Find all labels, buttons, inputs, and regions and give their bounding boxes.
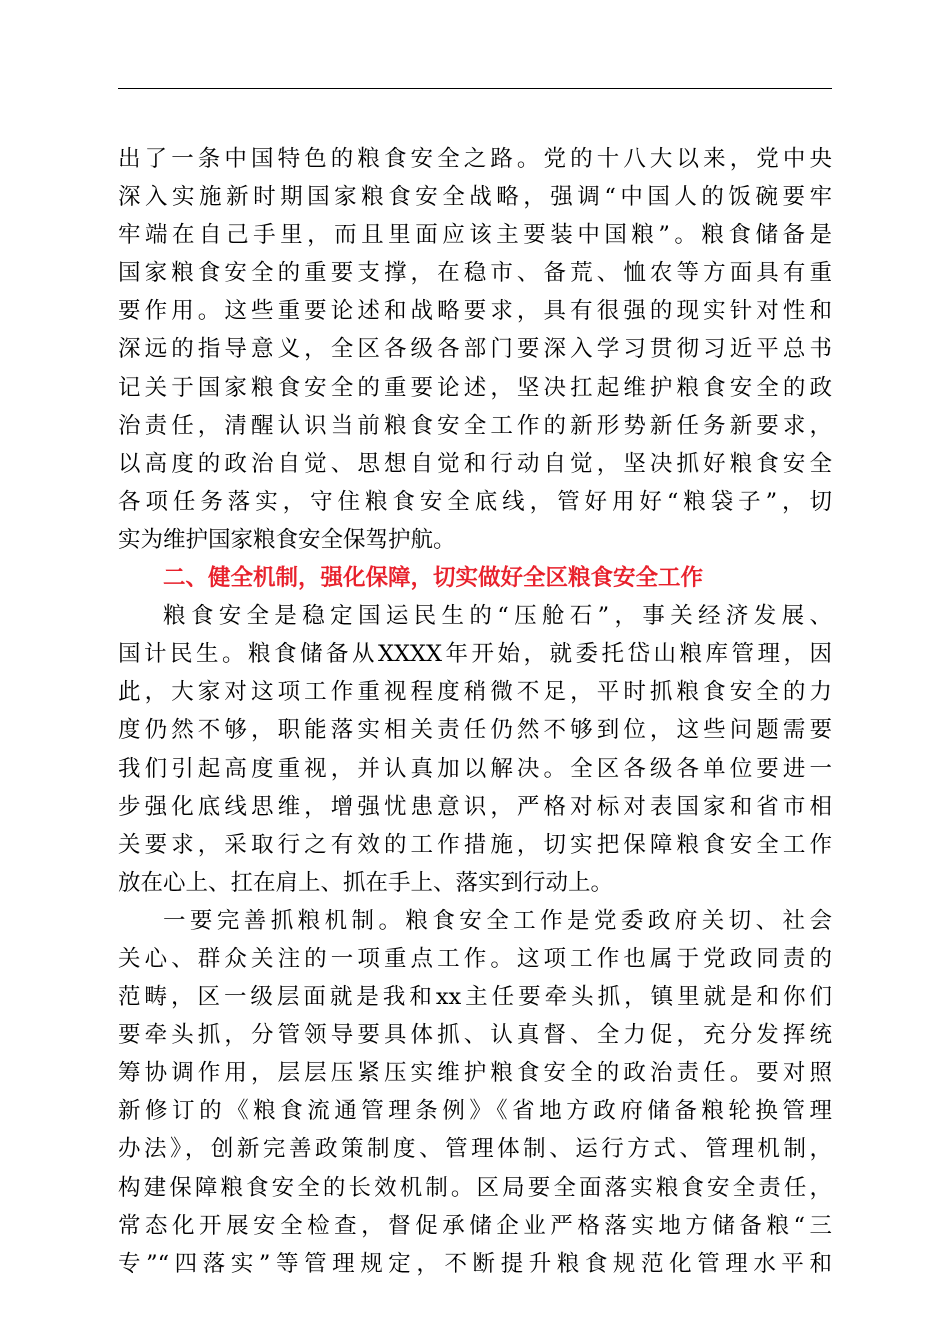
text-line: 关要求，采取行之有效的工作措施，切实把保障粮食安全工作 xyxy=(118,831,832,858)
text-line: 各项任务落实，守住粮食安全底线，管好用好“粮袋子”，切 xyxy=(118,488,832,515)
text-line: 构建保障粮食安全的长效机制。区局要全面落实粮食安全责任， xyxy=(118,1174,832,1201)
section-heading: 二、健全机制，强化保障，切实做好全区粮食安全工作 xyxy=(163,565,704,592)
text-line: 出了一条中国特色的粮食安全之路。党的十八大以来，党中央 xyxy=(118,146,832,172)
text-line: 记关于国家粮食安全的重要论述，坚决扛起维护粮食安全的政 xyxy=(118,374,832,401)
text-line: 一要完善抓粮机制。粮食安全工作是党委政府关切、社会 xyxy=(163,907,832,934)
text-line: 以高度的政治自觉、思想自觉和行动自觉，坚决抓好粮食安全 xyxy=(118,450,832,477)
text-line: 筹协调作用，层层压紧压实维护粮食安全的政治责任。要对照 xyxy=(118,1060,832,1087)
header-rule xyxy=(118,88,832,89)
text-line: 治责任，清醒认识当前粮食安全工作的新形势新任务新要求， xyxy=(118,412,832,439)
text-line: 办法》，创新完善政策制度、管理体制、运行方式、管理机制， xyxy=(118,1136,832,1163)
text-line: 常态化开展安全检查，督促承储企业严格落实地方储备粮“三 xyxy=(118,1212,832,1239)
text-line: 国计民生。粮食储备从XXXX年开始，就委托岱山粮库管理，因 xyxy=(118,641,832,668)
text-line: 度仍然不够，职能落实相关责任仍然不够到位，这些问题需要 xyxy=(118,717,832,744)
text-line: 粮食安全是稳定国运民生的“压舱石”，事关经济发展、 xyxy=(163,603,832,630)
text-line: 深远的指导意义，全区各级各部门要深入学习贯彻习近平总书 xyxy=(118,336,832,363)
text-line: 国家粮食安全的重要支撑，在稳市、备荒、恤农等方面具有重 xyxy=(118,260,832,287)
text-line: 放在心上、扛在肩上、抓在手上、落实到行动上。 xyxy=(118,869,614,896)
text-line: 我们引起高度重视，并认真加以解决。全区各级各单位要进一 xyxy=(118,755,832,782)
text-line: 新修订的《粮食流通管理条例》《省地方政府储备粮轮换管理 xyxy=(118,1098,832,1125)
document-body xyxy=(118,140,832,1283)
text-line: 深入实施新时期国家粮食安全战略，强调“中国人的饭碗要牢 xyxy=(118,184,832,211)
text-line: 实为维护国家粮食安全保驾护航。 xyxy=(118,526,456,553)
text-line: 专”“四落实”等管理规定，不断提升粮食规范化管理水平和 xyxy=(118,1250,832,1277)
paragraph xyxy=(118,597,832,902)
text-line: 要作用。这些重要论述和战略要求，具有很强的现实针对性和 xyxy=(118,298,832,325)
text-line: 牢端在自己手里，而且里面应该主要装中国粮”。粮食储备是 xyxy=(118,222,832,249)
paragraph-continuation xyxy=(118,140,832,559)
text-line: 关心、群众关注的一项重点工作。这项工作也属于党政同责的 xyxy=(118,945,832,972)
text-line: 要牵头抓，分管领导要具体抓、认真督、全力促，充分发挥统 xyxy=(118,1022,832,1049)
text-line: 此，大家对这项工作重视程度稍微不足，平时抓粮食安全的力 xyxy=(118,679,832,706)
paragraph xyxy=(118,902,832,1283)
text-line: 范畴，区一级层面就是我和xx主任要牵头抓，镇里就是和你们 xyxy=(118,984,832,1011)
text-line: 步强化底线思维，增强忧患意识，严格对标对表国家和省市相 xyxy=(118,793,832,820)
